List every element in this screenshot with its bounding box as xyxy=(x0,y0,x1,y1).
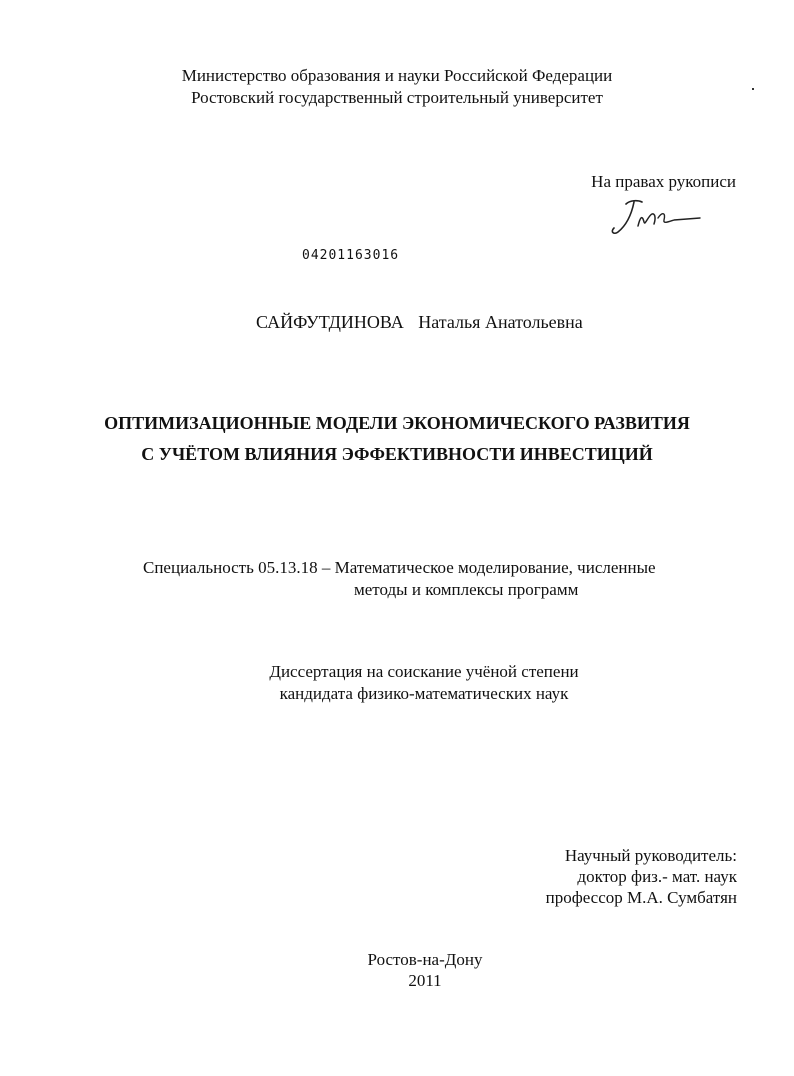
dissertation-line-1: Диссертация на соискание учёной степени xyxy=(269,662,579,681)
supervisor-degree: доктор физ.- мат. наук xyxy=(577,867,737,886)
supervisor-name: профессор М.А. Сумбатян xyxy=(545,888,737,907)
author-given-names: Наталья Анатольевна xyxy=(418,312,583,332)
dissertation-line-2: кандидата физико-математических наук xyxy=(279,684,569,703)
handwritten-signature xyxy=(608,196,704,240)
city: Ростов-на-Дону xyxy=(367,950,483,969)
document-code: 04201163016 xyxy=(302,248,400,263)
specialty-line-2: методы и комплексы программ xyxy=(354,580,579,599)
supervisor-label: Научный руководитель: xyxy=(564,846,737,865)
manuscript-note: На правах рукописи xyxy=(591,172,736,191)
author-line xyxy=(256,312,583,332)
year: 2011 xyxy=(408,971,442,990)
author-surname: САЙФУТДИНОВА xyxy=(256,312,404,332)
scan-speck xyxy=(752,88,754,90)
ministry-name: Министерство образования и науки Российской Федерации xyxy=(181,66,613,85)
title-line-1: ОПТИМИЗАЦИОННЫЕ МОДЕЛИ ЭКОНОМИЧЕСКОГО РАЗВИТИЯ xyxy=(104,413,690,433)
specialty-line-1: Специальность 05.13.18 – Математическое моделирование, численные xyxy=(143,558,656,577)
university-name: Ростовский государственный строительный университет xyxy=(191,88,603,107)
title-line-2: С УЧЁТОМ ВЛИЯНИЯ ЭФФЕКТИВНОСТИ ИНВЕСТИЦИЙ xyxy=(141,444,653,464)
